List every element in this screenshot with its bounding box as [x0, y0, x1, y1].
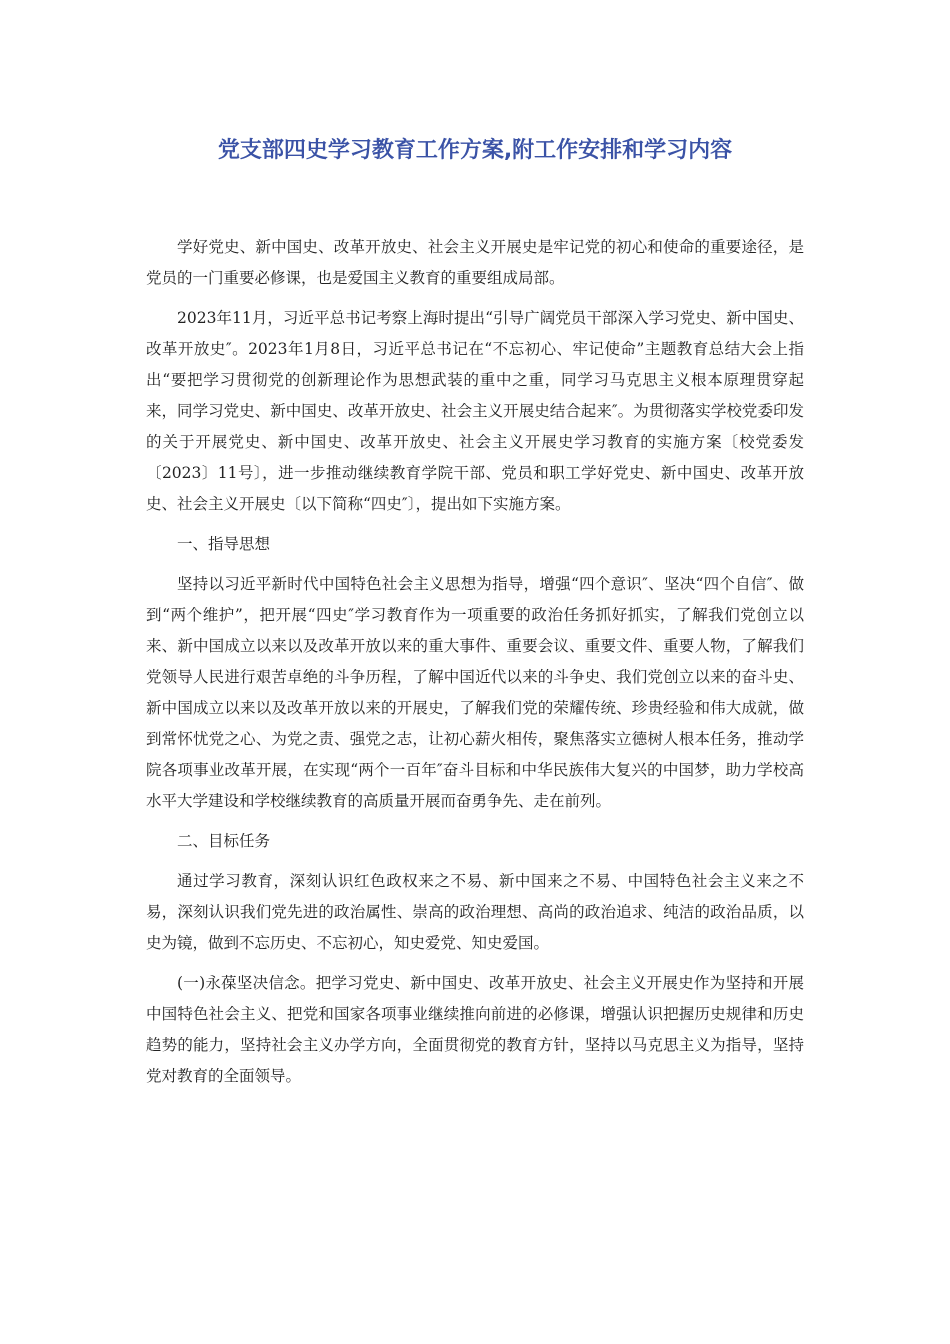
paragraph-background: 2023年11月，习近平总书记考察上海时提出“引导广阔党员干部深入学习党史、新中国史、改革开放史″。2023年1月8日，习近平总书记在“不忘初心、牢记使命”主题教育总结大会上指出“要把学习贯彻党的创新理论作为思想武装的重中之重，同学习马克思主义根本原理贯穿起来，同学习党史、新中国史、改革开放史、社会主义开展史结合起来″。为贯彻落实学校党委印发的关于开展党史、新中国史、改革开放史、社会主义开展史学习教育的实施方案〔校党委发〔2023〕11号〕，进一步推动继续教育学院干部、党员和职工学好党史、新中国史、改革开放史、社会主义开展史〔以下简称“四史″〕，提出如下实施方案。	[146, 309, 804, 513]
paragraph-goals: 通过学习教育，深刻认识红色政权来之不易、新中国来之不易、中国特色社会主义来之不易，深刻认识我们党先进的政治属性、崇高的政治理想、高尚的政治追求、纯洁的政治品质，以史为镜，做到不忘历史、不忘初心，知史爱党、知史爱国。	[146, 872, 804, 952]
section-heading-guiding-thought: 一、指导思想	[177, 535, 271, 553]
document-title: 党支部四史学习教育工作方案,附工作安排和学习内容	[217, 138, 733, 163]
section-heading-goals: 二、目标任务	[177, 832, 271, 850]
document-body	[146, 232, 804, 1101]
paragraph-intro: 学好党史、新中国史、改革开放史、社会主义开展史是牢记党的初心和使命的重要途径，是党员的一门重要必修课，也是爱国主义教育的重要组成局部。	[146, 238, 804, 287]
paragraph-guiding-thought: 坚持以习近平新时代中国特色社会主义思想为指导，增强“四个意识″、坚决“四个自信″、做到“两个维护”，把开展“四史″学习教育作为一项重要的政治任务抓好抓实，了解我们党创立以来、新中国成立以来以及改革开放以来的重大事件、重要会议、重要文件、重要人物，了解我们党领导人民进行艰苦卓绝的斗争历程，了解中国近代以来的斗争史、我们党创立以来的奋斗史、新中国成立以来以及改革开放以来的开展史，了解我们党的荣耀传统、珍贵经验和伟大成就，做到常怀忧党之心、为党之责、强党之志，让初心薪火相传，聚焦落实立德树人根本任务，推动学院各项事业改革开展，在实现“两个一百年″奋斗目标和中华民族伟大复兴的中国梦，助力学校高水平大学建设和学校继续教育的高质量开展而奋勇争先、走在前列。	[146, 575, 804, 810]
paragraph-goal-1: (一)永葆坚决信念。把学习党史、新中国史、改革开放史、社会主义开展史作为坚持和开展中国特色社会主义、把党和国家各项事业继续推向前进的必修课，增强认识把握历史规律和历史趋势的能力，坚持社会主义办学方向，全面贯彻党的教育方针，坚持以马克思主义为指导，坚持党对教育的全面领导。	[146, 974, 804, 1085]
